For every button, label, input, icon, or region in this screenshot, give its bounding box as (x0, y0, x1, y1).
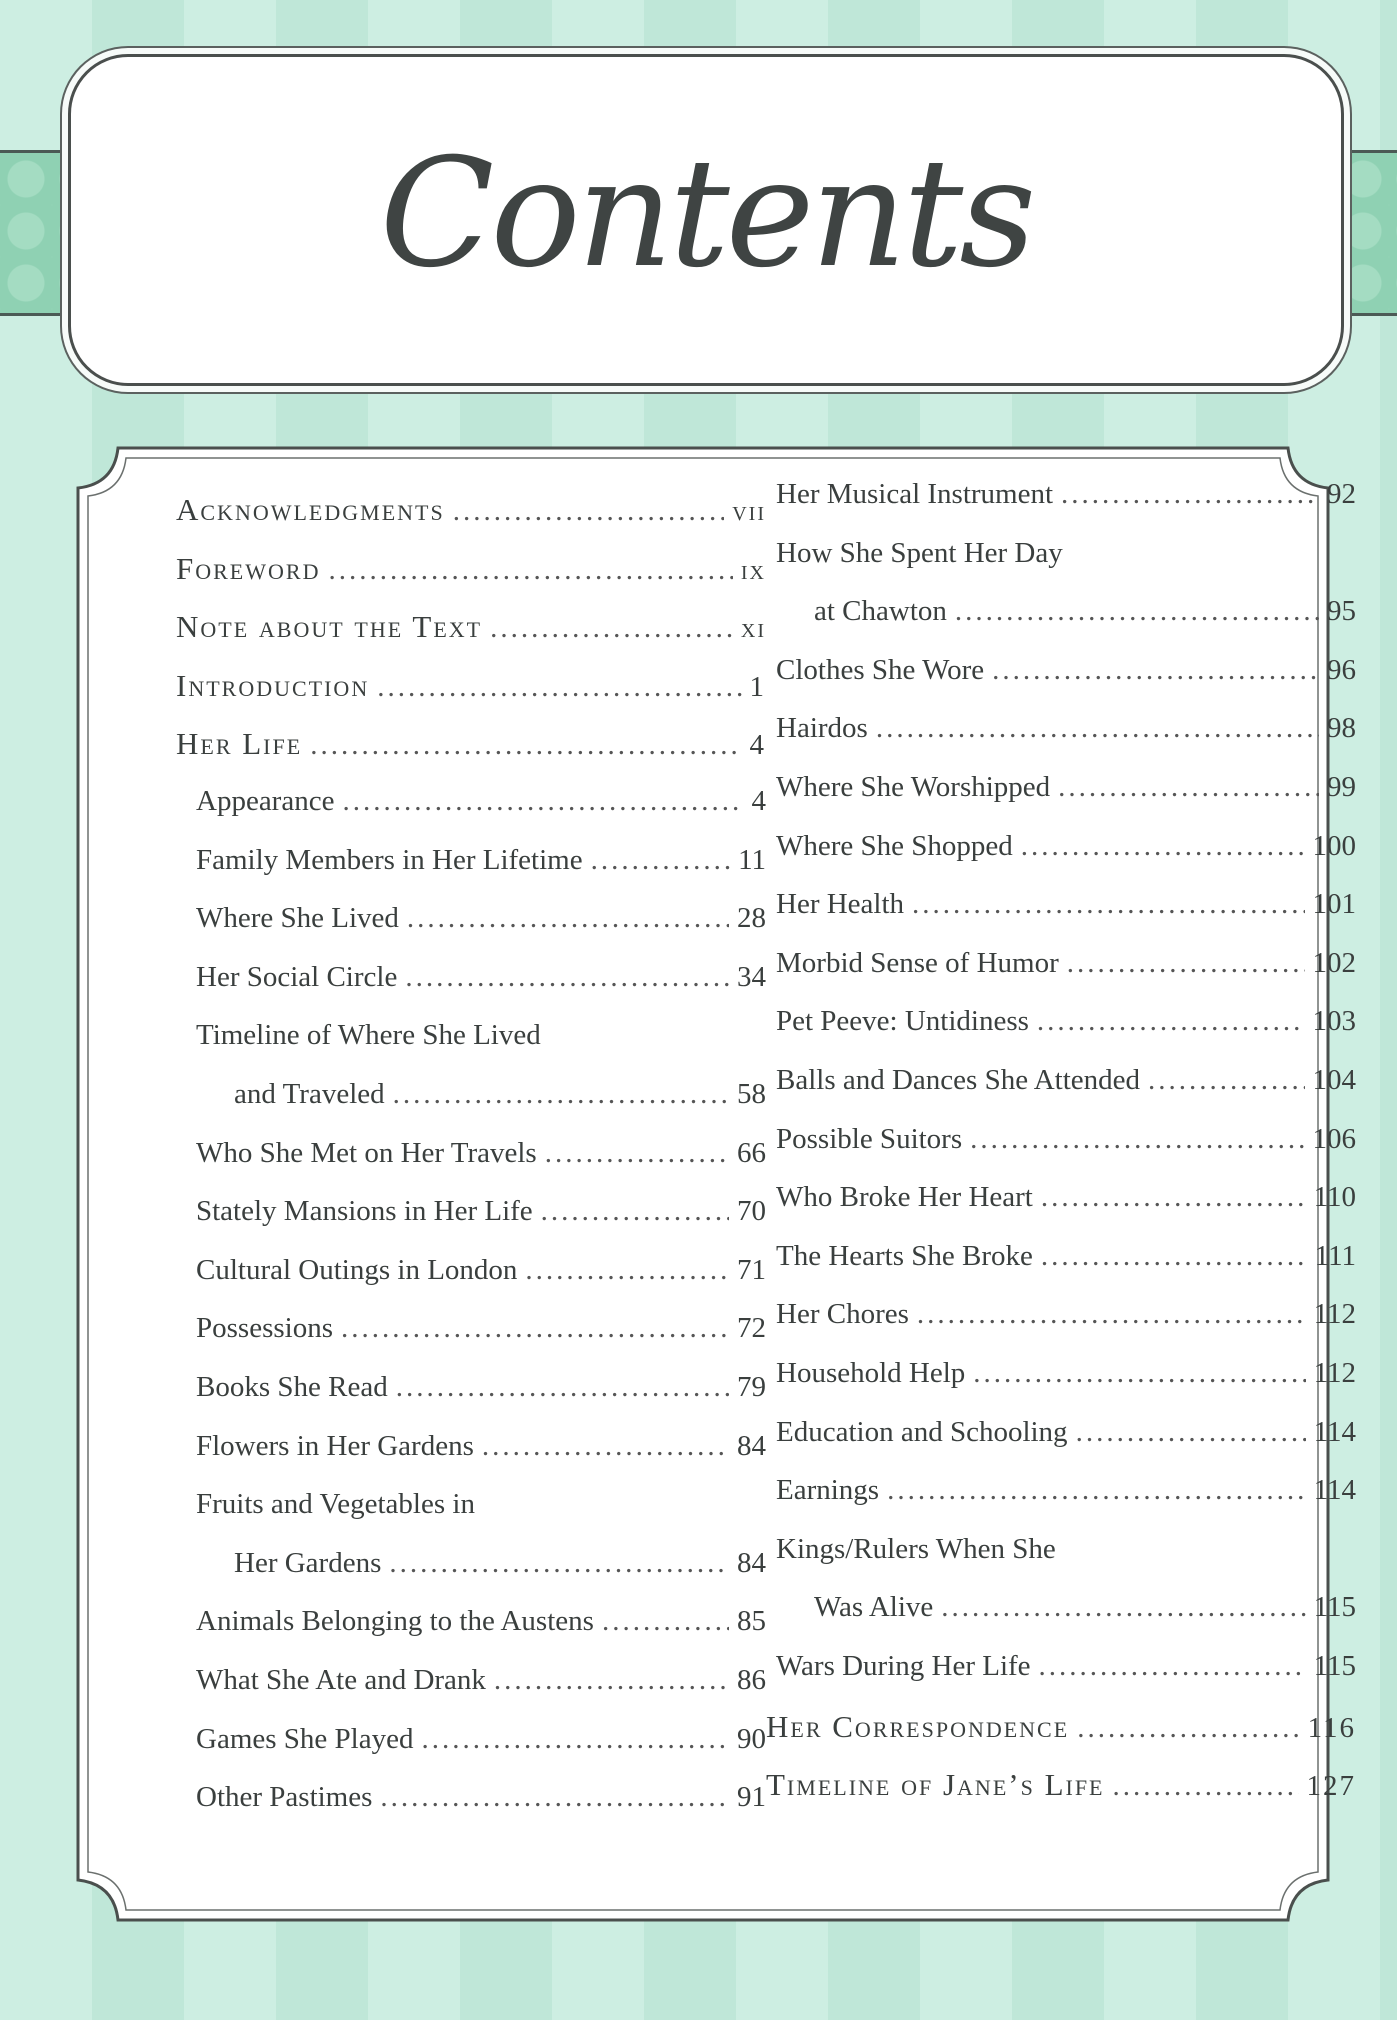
toc-entry-label: Was Alive (814, 1591, 934, 1624)
toc-entry-label: Possessions (196, 1312, 333, 1345)
dot-leader (941, 1591, 1305, 1624)
toc-entry-label: Acknowledgments (176, 492, 445, 527)
toc-entry-label: Family Members in Her Lifetime (196, 843, 583, 876)
toc-entry[interactable] (196, 1137, 766, 1170)
toc-entry-label: at Chawton (814, 595, 947, 628)
dot-leader (912, 888, 1304, 921)
toc-entry-page-number: 99 (1327, 771, 1356, 803)
toc-entry-label: Balls and Dances She Attended (776, 1064, 1141, 1096)
toc-entry-label: Animals Belonging to the Austens (196, 1605, 594, 1638)
toc-entry-label: Where She Shopped (776, 829, 1013, 862)
toc-entry-label: Earnings (776, 1474, 880, 1507)
toc-entry[interactable] (196, 1195, 766, 1228)
toc-entry-label: Possible Suitors (776, 1122, 963, 1155)
dot-leader (1076, 1416, 1306, 1449)
toc-entry[interactable] (196, 1605, 766, 1638)
toc-entry-label: Her Correspondence (766, 1708, 1070, 1744)
toc-entry-page-number: 102 (1312, 946, 1356, 979)
toc-entry[interactable] (776, 1064, 1356, 1097)
dot-leader (494, 1664, 729, 1697)
toc-entry-label: What She Ate and Drank (196, 1664, 486, 1696)
dot-leader (1021, 830, 1305, 863)
toc-entry-page-number: 116 (1307, 1711, 1356, 1744)
toc-entry-page-number: 104 (1312, 1064, 1356, 1096)
toc-entry-label: Timeline of Jane’s Life (766, 1767, 1105, 1803)
dot-leader (541, 1195, 729, 1228)
toc-entry[interactable] (234, 1547, 766, 1580)
toc-entry[interactable] (776, 1123, 1356, 1156)
toc-entry-page-number: 84 (737, 1429, 766, 1462)
toc-entry-page-number: 91 (737, 1781, 766, 1814)
dot-leader (328, 554, 732, 587)
toc-entry-page-number: 103 (1312, 1005, 1356, 1038)
toc-entry[interactable] (776, 654, 1356, 687)
toc-entry[interactable] (196, 1430, 766, 1463)
toc-entry-page-number: 92 (1327, 478, 1356, 510)
toc-entry[interactable] (196, 1723, 766, 1756)
dot-leader (525, 1254, 729, 1287)
toc-entry-page-number: 66 (737, 1136, 766, 1169)
title-banner (68, 54, 1344, 386)
dot-leader (545, 1137, 729, 1170)
toc-entry-label: Kings/Rulers When She (776, 1532, 1056, 1565)
toc-entry-label: Games She Played (196, 1722, 414, 1755)
toc-entry[interactable] (766, 1767, 1356, 1803)
toc-entry-page-number: 4 (751, 785, 766, 817)
dot-leader (1037, 1005, 1305, 1038)
toc-entry[interactable] (776, 1181, 1356, 1214)
dot-leader (1041, 1181, 1306, 1214)
dot-leader (887, 1474, 1305, 1507)
toc-entry-label: Pet Peeve: Untidiness (776, 1005, 1029, 1038)
dot-leader (1067, 947, 1305, 980)
toc-entry-label: Note about the Text (176, 609, 483, 645)
toc-entry-page-number: 28 (737, 902, 766, 935)
toc-entry-page-number: 34 (737, 960, 766, 993)
table-of-contents (66, 440, 1356, 1928)
toc-entry-page-number: 106 (1312, 1122, 1356, 1155)
dot-leader (602, 1605, 729, 1638)
toc-entry[interactable] (176, 726, 766, 762)
toc-entry-label: Where She Worshipped (776, 771, 1051, 803)
toc-entry-label: Her Gardens (234, 1546, 382, 1579)
toc-entry-label: Cultural Outings in London (196, 1253, 518, 1286)
dot-leader (342, 785, 743, 818)
toc-entry[interactable] (814, 1591, 1356, 1624)
toc-entry[interactable] (196, 1664, 766, 1697)
dot-leader (970, 1123, 1304, 1156)
dot-leader (389, 1547, 729, 1580)
toc-entry-label: Appearance (196, 785, 335, 817)
toc-entry-label: Her Musical Instrument (776, 478, 1054, 510)
toc-entry-page-number: 71 (737, 1253, 766, 1286)
toc-entry-label: Wars During Her Life (776, 1650, 1031, 1682)
toc-entry-page-number: 4 (749, 729, 766, 762)
toc-entry-page-number: 114 (1313, 1415, 1356, 1448)
toc-entry[interactable] (196, 844, 766, 877)
toc-entry-label: Hairdos (776, 712, 868, 745)
dot-leader (1077, 1712, 1299, 1745)
toc-entry-label: How She Spent Her Day (776, 536, 1063, 569)
toc-entry[interactable] (176, 492, 766, 528)
dot-leader (1039, 1650, 1306, 1683)
toc-entry-page-number: 127 (1306, 1770, 1356, 1803)
toc-entry[interactable] (776, 1416, 1356, 1449)
toc-entry[interactable] (766, 1709, 1356, 1745)
toc-entry-label: Timeline of Where She Lived (196, 1019, 541, 1052)
toc-entry-page-number: 112 (1313, 1298, 1356, 1331)
dot-leader (405, 961, 729, 994)
dot-leader (917, 1298, 1306, 1331)
toc-entry-page-number: 110 (1313, 1181, 1356, 1214)
toc-entry[interactable] (196, 785, 766, 818)
toc-entry-page-number: 11 (738, 843, 766, 876)
dot-leader (876, 712, 1319, 745)
toc-entry[interactable] (776, 771, 1356, 804)
dot-leader (1041, 1240, 1307, 1273)
dot-leader (380, 1781, 729, 1814)
dot-leader (482, 1430, 729, 1463)
toc-entry[interactable] (176, 668, 766, 704)
toc-entry-page-number: 79 (737, 1371, 766, 1403)
toc-entry[interactable] (776, 478, 1356, 511)
dot-leader (310, 729, 741, 762)
toc-entry-page-number: 72 (737, 1312, 766, 1345)
toc-entry[interactable] (776, 888, 1356, 921)
toc-entry[interactable] (776, 947, 1356, 980)
toc-entry-label: Stately Mansions in Her Life (196, 1195, 533, 1228)
toc-entry-page-number: 98 (1327, 712, 1356, 745)
dot-leader (1148, 1064, 1304, 1097)
toc-entry[interactable] (176, 551, 766, 587)
toc-entry-page-number: 111 (1314, 1239, 1356, 1272)
toc-entry-page-number: 95 (1327, 595, 1356, 628)
toc-entry-page-number: 1 (749, 670, 766, 703)
toc-entry-page-number: 114 (1313, 1474, 1356, 1507)
toc-entry-label: Household Help (776, 1357, 966, 1389)
toc-entry-page-number: ix (740, 553, 766, 586)
toc-entry-page-number: 100 (1312, 829, 1356, 862)
dot-leader (393, 1078, 729, 1111)
dot-leader (407, 902, 729, 935)
toc-entry-page-number: 84 (737, 1546, 766, 1579)
toc-entry-label: Her Social Circle (196, 960, 398, 993)
toc-entry-label: and Traveled (234, 1078, 385, 1110)
toc-entry-page-number: vii (732, 495, 766, 527)
dot-leader (1113, 1770, 1299, 1803)
toc-entry[interactable] (196, 1371, 766, 1404)
toc-entry-page-number: 96 (1327, 653, 1356, 686)
toc-entry-page-number: 115 (1313, 1650, 1356, 1682)
toc-entry-label: Introduction (176, 667, 370, 703)
toc-entry[interactable] (234, 1078, 766, 1111)
toc-entry-page-number: 86 (737, 1664, 766, 1696)
dot-leader (421, 1723, 729, 1756)
toc-entry-label: Who She Met on Her Travels (196, 1136, 537, 1169)
toc-entry[interactable] (776, 1240, 1356, 1273)
toc-entry-label: Clothes She Wore (776, 653, 985, 686)
toc-entry[interactable] (196, 1312, 766, 1345)
toc-entry-label: Where She Lived (196, 902, 399, 935)
toc-entry[interactable] (814, 595, 1356, 628)
dot-leader (377, 671, 741, 704)
dot-leader (955, 595, 1319, 628)
toc-entry-label: Books She Read (196, 1371, 388, 1403)
dot-leader (396, 1371, 729, 1404)
toc-entry[interactable] (176, 609, 766, 645)
toc-entry-page-number: 58 (737, 1078, 766, 1110)
dot-leader (992, 654, 1319, 687)
toc-entry[interactable] (196, 902, 766, 935)
toc-entry[interactable] (196, 961, 766, 994)
toc-entry[interactable] (776, 1650, 1356, 1683)
toc-entry-page-number: 90 (737, 1722, 766, 1755)
dot-leader (453, 495, 725, 528)
toc-entry-page-number: 85 (737, 1605, 766, 1638)
toc-entry[interactable] (776, 1474, 1356, 1507)
toc-entry[interactable] (776, 1357, 1356, 1390)
page-title: Contents (379, 127, 1033, 301)
toc-entry-label: Fruits and Vegetables in (196, 1488, 475, 1521)
toc-entry[interactable] (776, 830, 1356, 863)
toc-entry-label: Foreword (176, 550, 321, 586)
toc-entry-label: Morbid Sense of Humor (776, 946, 1059, 979)
dot-leader (341, 1312, 729, 1345)
toc-entry-label: The Hearts She Broke (776, 1239, 1033, 1272)
toc-entry-label: Education and Schooling (776, 1415, 1068, 1448)
dot-leader (1058, 771, 1319, 804)
toc-entry-page-number: 115 (1313, 1591, 1356, 1624)
dot-leader (490, 612, 733, 645)
toc-entry[interactable] (776, 712, 1356, 745)
toc-entry-page-number: 112 (1313, 1357, 1356, 1389)
toc-entry-page-number: 70 (737, 1195, 766, 1228)
toc-entry-label: Flowers in Her Gardens (196, 1429, 474, 1462)
toc-entry-label: Who Broke Her Heart (776, 1181, 1033, 1214)
toc-entry[interactable] (196, 1781, 766, 1814)
toc-entry-page-number: xi (740, 612, 766, 645)
dot-leader (591, 844, 730, 877)
toc-entry-label: Her Health (776, 888, 905, 921)
toc-entry-label: Other Pastimes (196, 1781, 373, 1814)
ribbon-decoration-right (1337, 150, 1397, 316)
toc-entry[interactable] (196, 1254, 766, 1287)
toc-entry-page-number: 101 (1312, 888, 1356, 921)
toc-entry-label: Her Chores (776, 1298, 909, 1331)
toc-entry[interactable] (776, 1005, 1356, 1038)
toc-entry-label: Her Life (176, 726, 303, 762)
toc-entry[interactable] (776, 1298, 1356, 1331)
dot-leader (1061, 478, 1319, 511)
dot-leader (973, 1357, 1305, 1390)
